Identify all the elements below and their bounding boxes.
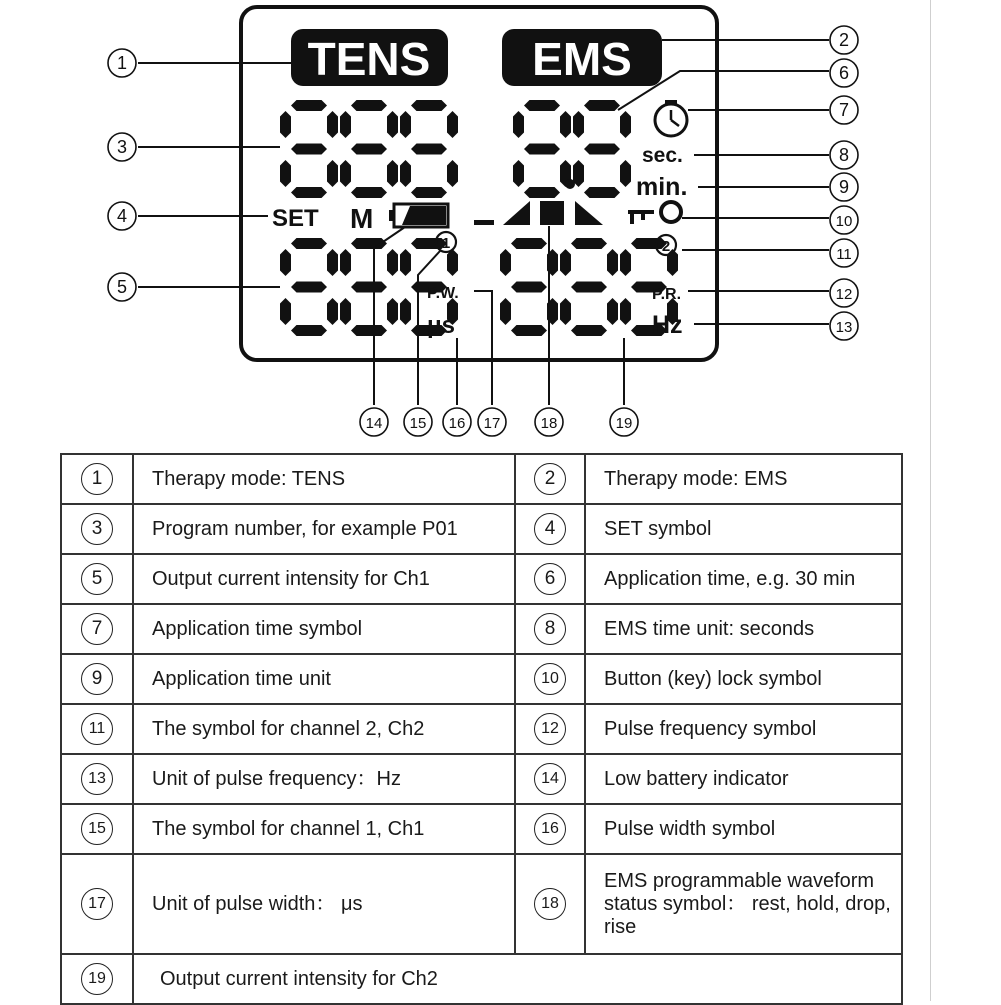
lcd-segment	[513, 111, 524, 138]
lcd-segment	[387, 111, 398, 138]
legend-row	[61, 754, 902, 804]
legend-number-circle: 1	[81, 463, 113, 495]
lcd-segment	[560, 249, 571, 276]
svg-text:15: 15	[409, 415, 427, 432]
legend-number-circle: 5	[81, 563, 113, 595]
legend-number	[61, 754, 133, 804]
legend-row	[61, 704, 902, 754]
legend-number-circle: 16	[534, 813, 566, 845]
decimal-point	[565, 179, 575, 189]
lcd-segment	[340, 160, 351, 187]
lcd-segment	[620, 111, 631, 138]
lcd-segment	[351, 144, 387, 155]
lcd-segment	[560, 111, 571, 138]
lcd-segment	[571, 282, 607, 293]
legend-description: Unit of pulse width： μs	[133, 854, 515, 954]
lcd-segment	[291, 100, 327, 111]
legend-number-circle: 15	[81, 813, 113, 845]
legend-number-circle: 11	[81, 713, 113, 745]
callout-12	[830, 279, 858, 307]
legend-row	[61, 954, 902, 1004]
lcd-segment	[607, 298, 618, 325]
legend-description: Application time unit	[133, 654, 515, 704]
callout-11	[830, 239, 858, 267]
lcd-segment	[400, 160, 411, 187]
lcd-segment	[400, 111, 411, 138]
lcd-segment	[291, 144, 327, 155]
lcd-segment	[351, 282, 387, 293]
lcd-segment	[411, 187, 447, 198]
lcd-segment	[387, 249, 398, 276]
legend-description: Low battery indicator	[585, 754, 902, 804]
lcd-segment	[447, 160, 458, 187]
legend-number	[515, 604, 585, 654]
legend-description: Pulse width symbol	[585, 804, 902, 854]
lcd-segment	[280, 298, 291, 325]
callout-10	[830, 206, 858, 234]
legend-number-circle: 10	[534, 663, 566, 695]
callout-2	[830, 26, 858, 54]
legend-number	[61, 804, 133, 854]
svg-text:18: 18	[540, 415, 558, 432]
lcd-segment	[620, 249, 631, 276]
legend-number	[515, 704, 585, 754]
legend-row	[61, 804, 902, 854]
lcd-segment	[280, 160, 291, 187]
lcd-segment	[351, 325, 387, 336]
legend-description: Pulse frequency symbol	[585, 704, 902, 754]
legend-row	[61, 654, 902, 704]
svg-text:5: 5	[116, 277, 128, 297]
lcd-segment	[524, 187, 560, 198]
legend-number-circle: 17	[81, 888, 113, 920]
lcd-segment	[511, 325, 547, 336]
lcd-segment	[571, 325, 607, 336]
lcd-segment	[351, 187, 387, 198]
legend-number	[61, 854, 133, 954]
min-label: min.	[636, 173, 688, 201]
legend-number-circle: 9	[81, 663, 113, 695]
tens-label: TENS	[307, 33, 431, 85]
legend-description: The symbol for channel 2, Ch2	[133, 704, 515, 754]
callout-1	[108, 49, 136, 77]
legend-number-circle: 7	[81, 613, 113, 645]
legend-number-circle: 2	[534, 463, 566, 495]
callout-14	[360, 408, 388, 436]
set-label: SET	[272, 205, 319, 232]
callout-3	[108, 133, 136, 161]
legend-description: Application time, e.g. 30 min	[585, 554, 902, 604]
legend-number-circle: 8	[534, 613, 566, 645]
callout-13	[830, 312, 858, 340]
legend-number-circle: 18	[534, 888, 566, 920]
legend-row	[61, 604, 902, 654]
legend-description: Output current intensity for Ch1	[133, 554, 515, 604]
svg-text:10: 10	[835, 213, 853, 230]
page-edge-divider	[930, 0, 931, 1001]
legend-description: Therapy mode: TENS	[133, 454, 515, 504]
lcd-segment	[280, 249, 291, 276]
legend-row	[61, 854, 902, 954]
legend-number-circle: 6	[534, 563, 566, 595]
legend-number	[515, 554, 585, 604]
lcd-segment	[584, 100, 620, 111]
legend-description: Application time symbol	[133, 604, 515, 654]
us-label: μs	[427, 312, 456, 339]
ems-label: EMS	[532, 33, 632, 85]
legend-number	[61, 654, 133, 704]
callout-19	[610, 408, 638, 436]
callout-17	[478, 408, 506, 436]
lcd-segment	[351, 100, 387, 111]
legend-description: Therapy mode: EMS	[585, 454, 902, 504]
callout-6	[830, 59, 858, 87]
lcd-segment	[327, 298, 338, 325]
lcd-segment	[280, 111, 291, 138]
lcd-segment	[411, 144, 447, 155]
legend-description: Unit of pulse frequency：Hz	[133, 754, 515, 804]
legend-number	[61, 954, 133, 1004]
legend-number-circle: 14	[534, 763, 566, 795]
lcd-segment	[447, 111, 458, 138]
lcd-segment	[500, 298, 511, 325]
svg-text:1: 1	[116, 53, 128, 73]
legend-description: The symbol for channel 1, Ch1	[133, 804, 515, 854]
lcd-segment	[291, 282, 327, 293]
legend-number-circle: 4	[534, 513, 566, 545]
svg-text:13: 13	[835, 319, 853, 336]
svg-text:8: 8	[838, 145, 850, 165]
legend-number	[515, 754, 585, 804]
callout-8	[830, 141, 858, 169]
legend-number	[515, 854, 585, 954]
legend-description: EMS programmable waveform status symbol： rest, hold, drop, rise	[585, 854, 902, 954]
legend-description: SET symbol	[585, 504, 902, 554]
legend-description: Program number, for example P01	[133, 504, 515, 554]
svg-text:16: 16	[448, 415, 466, 432]
legend-row	[61, 504, 902, 554]
callout-7	[830, 96, 858, 124]
lcd-segment	[584, 144, 620, 155]
lcd-segment	[400, 249, 411, 276]
lcd-segment	[571, 238, 607, 249]
svg-text:14: 14	[365, 415, 383, 432]
legend-number-circle: 12	[534, 713, 566, 745]
lcd-segment	[511, 282, 547, 293]
lcd-diagram	[0, 0, 1001, 450]
callout-15	[404, 408, 432, 436]
lcd-segment	[340, 111, 351, 138]
lcd-segment	[411, 100, 447, 111]
legend-number	[515, 454, 585, 504]
svg-text:4: 4	[116, 206, 128, 226]
legend-description: Output current intensity for Ch2	[133, 954, 902, 1004]
callout-16	[443, 408, 471, 436]
legend-number	[515, 654, 585, 704]
legend-number	[61, 554, 133, 604]
legend-description: Button (key) lock symbol	[585, 654, 902, 704]
legend-number-circle: 19	[81, 963, 113, 995]
lcd-segment	[291, 187, 327, 198]
callout-5	[108, 273, 136, 301]
sec-label: sec.	[642, 144, 683, 167]
svg-text:17: 17	[483, 415, 501, 432]
m-label: M	[350, 203, 374, 234]
lcd-segment	[511, 238, 547, 249]
lcd-segment	[291, 238, 327, 249]
legend-description: EMS time unit: seconds	[585, 604, 902, 654]
lcd-segment	[400, 298, 411, 325]
svg-text:19: 19	[615, 415, 633, 432]
legend-number	[515, 504, 585, 554]
svg-text:6: 6	[838, 63, 850, 83]
ch2-mark-text: 2	[661, 238, 671, 255]
pr-label: P.R.	[652, 286, 682, 303]
svg-text:2: 2	[838, 30, 850, 50]
lcd-segment	[327, 249, 338, 276]
lcd-segment	[500, 249, 511, 276]
lcd-segment	[573, 111, 584, 138]
legend-number-circle: 13	[81, 763, 113, 795]
callout-4	[108, 202, 136, 230]
svg-text:11: 11	[836, 246, 852, 263]
hz-label: Hz	[652, 311, 683, 339]
lcd-segment	[327, 160, 338, 187]
svg-text:9: 9	[838, 177, 850, 197]
lcd-segment	[584, 187, 620, 198]
legend-row	[61, 554, 902, 604]
callout-9	[830, 173, 858, 201]
legend-number-circle: 3	[81, 513, 113, 545]
svg-text:7: 7	[838, 100, 850, 120]
legend-number	[61, 604, 133, 654]
lcd-segment	[340, 249, 351, 276]
lcd-segment	[560, 298, 571, 325]
lcd-segment	[524, 100, 560, 111]
legend-table	[60, 453, 903, 1005]
lcd-segment	[327, 111, 338, 138]
lcd-segment	[620, 160, 631, 187]
lcd-segment	[387, 298, 398, 325]
legend-number	[61, 704, 133, 754]
lcd-segment	[607, 249, 618, 276]
lcd-segment	[620, 298, 631, 325]
lcd-segment	[291, 325, 327, 336]
legend-number	[515, 804, 585, 854]
lcd-segment	[340, 298, 351, 325]
svg-text:12: 12	[835, 286, 853, 303]
ch1-mark-text: 1	[441, 235, 451, 252]
callout-18	[535, 408, 563, 436]
legend-number	[61, 454, 133, 504]
pw-label: P.W.	[427, 285, 459, 302]
legend-number	[61, 504, 133, 554]
lcd-segment	[387, 160, 398, 187]
legend-row	[61, 454, 902, 504]
svg-text:3: 3	[116, 137, 128, 157]
lcd-segment	[447, 249, 458, 276]
lcd-segment	[513, 160, 524, 187]
lcd-segment	[524, 144, 560, 155]
